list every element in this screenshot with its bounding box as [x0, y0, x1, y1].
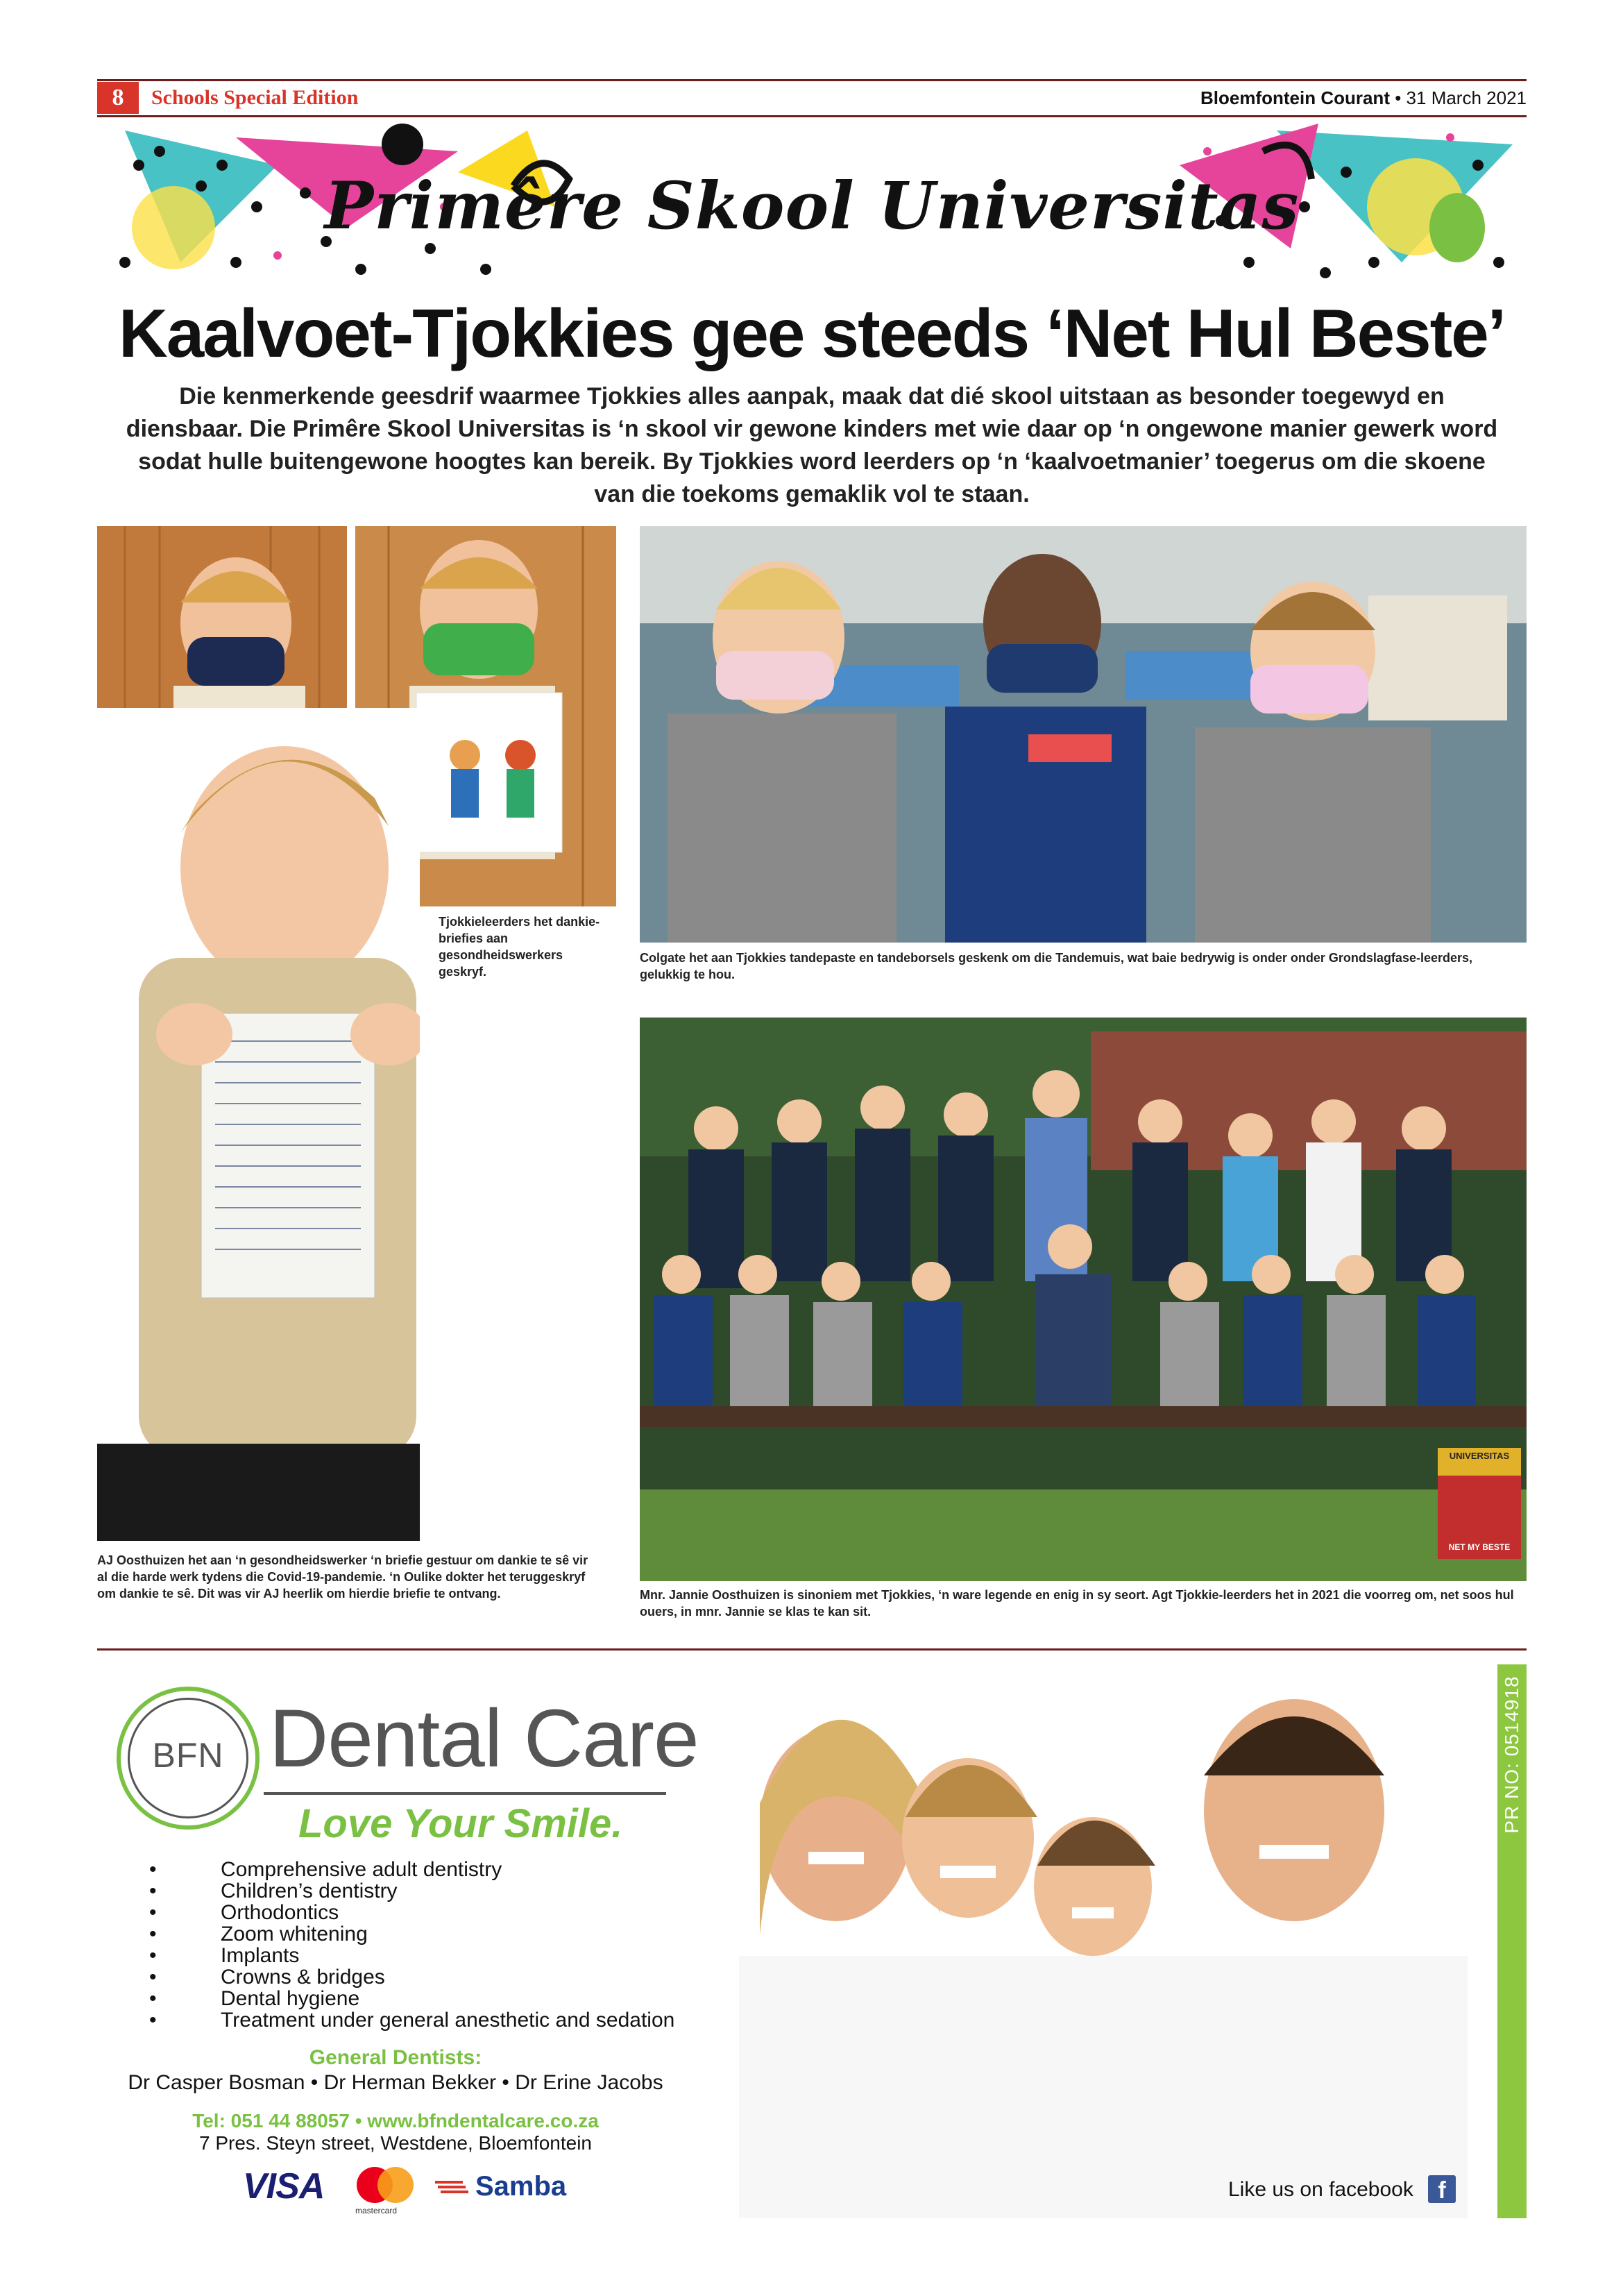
- ad-service-item: • Treatment under general anesthetic and sedation: [149, 2009, 674, 2031]
- headline: Kaalvoet-Tjokkies gee steeds ‘Net Hul Beste’: [119, 295, 1505, 371]
- ad-service-item: • Zoom whitening: [149, 1923, 674, 1945]
- caption-letters: Tjokkieleerders het dankie-briefies aan gesondheidswerkers geskryf.: [439, 915, 600, 979]
- photo-classroom-illustration: [640, 526, 1527, 943]
- publication-name: Bloemfontein Courant: [1200, 87, 1390, 108]
- bfn-logo-initials: BFN: [152, 1736, 224, 1775]
- pr-number: PR NO: 0514918: [1501, 1675, 1522, 1834]
- section-title: Schools Special Edition: [151, 86, 359, 109]
- visa-logo: VISA: [243, 2166, 325, 2206]
- ad-service-item: • Dental hygiene: [149, 1988, 674, 2009]
- section-divider: [97, 1648, 1527, 1651]
- photo-family-illustration: [718, 1664, 1495, 2218]
- caption-colgate: Colgate het aan Tjokkies tandepaste en tandeborsels geskenk om die Tandemuis, wat baie bedrywig is onder onder Grondslagfase-leerders, gelukkig te hou.: [640, 951, 1473, 981]
- mastercard-label: mastercard: [355, 2206, 398, 2215]
- ad-dentists-names: Dr Casper Bosman • Dr Herman Bekker • Dr Erine Jacobs: [128, 2071, 663, 2094]
- school-crest-motto: NET MY BESTE: [1448, 1542, 1511, 1552]
- photo-aj-with-letter: [97, 708, 420, 1541]
- header-rule-bottom: [97, 115, 1527, 117]
- school-banner: [97, 124, 1527, 289]
- samba-mark-icon: [434, 2177, 468, 2197]
- ad-brand-underline: [264, 1792, 666, 1795]
- caption-aj: AJ Oosthuizen het aan ‘n gesondheidswerker ‘n briefie gestuur om dankie te sê vir al die harde werk tydens die Covid-19-pandemie. ‘n Oulike dokter het teruggeskryf om dankie te sê. Dit was vir AJ heerlik om hierdie briefie te ontvang.: [97, 1553, 588, 1601]
- ad-service-item: • Crowns & bridges: [149, 1966, 674, 1988]
- ad-service-item: • Orthodontics: [149, 1902, 674, 1923]
- photo-group-illustration: [640, 1018, 1527, 1581]
- ad-service-item: • Implants: [149, 1945, 674, 1966]
- caption-group: Mnr. Jannie Oosthuizen is sinoniem met Tjokkies, ‘n ware legende en enig in sy seort. Agt Tjokkie-leerders het in 2021 die voorreg om, net soos hul ouers, in mnr. Jannie se klas te kan sit.: [640, 1588, 1514, 1619]
- ad-service-item: • Children’s dentistry: [149, 1880, 674, 1902]
- publication-info: Bloemfontein Courant • 31 March 2021: [1200, 87, 1527, 108]
- page-number: 8: [97, 82, 139, 114]
- photo-classroom-colgate: [640, 526, 1527, 943]
- ad-tagline: Love Your Smile.: [298, 1801, 623, 1846]
- header-rule-top: [97, 79, 1527, 81]
- publication-date: 31 March 2021: [1406, 87, 1527, 108]
- facebook-text[interactable]: Like us on facebook: [1228, 2178, 1413, 2201]
- photo-group-teachers-learners: [640, 1018, 1527, 1581]
- photo-aj-illustration: [97, 708, 420, 1541]
- photo-smiling-family: [718, 1664, 1495, 2218]
- article-intro: Die kenmerkende geesdrif waarmee Tjokkies alles aanpak, maak dat dié skool uitstaan as besonder toegewyd en diensbaar. Die Primêre Skool Universitas is ‘n skool vir gewone kinders met wie daar op ‘n ongewone manier gewerk word sodat hulle buitengewone hoogtes kan bereik. By Tjokkies word leerders op ‘n ‘kaalvoetmanier’ toegerus om die skoene van die toekoms gemaklik vol te staan.: [126, 383, 1498, 507]
- pr-number-box: [1497, 1664, 1527, 1845]
- ad-brand-name: Dental Care: [269, 1693, 699, 1784]
- banner-title: Primêre Skool Universitas: [324, 168, 1300, 244]
- ad-services-list: [149, 1859, 674, 2031]
- ad-contact: Tel: 051 44 88057 • www.bfndentalcare.co.za: [192, 2110, 599, 2132]
- school-crest-top: UNIVERSITAS: [1449, 1451, 1510, 1461]
- ad-service-item: • Comprehensive adult dentistry: [149, 1859, 674, 1880]
- facebook-icon[interactable]: f: [1428, 2175, 1456, 2203]
- ad-address: 7 Pres. Steyn street, Westdene, Bloemfontein: [198, 2132, 592, 2154]
- samba-logo: Samba: [475, 2171, 567, 2202]
- ad-dentists-title: General Dentists:: [309, 2046, 482, 2069]
